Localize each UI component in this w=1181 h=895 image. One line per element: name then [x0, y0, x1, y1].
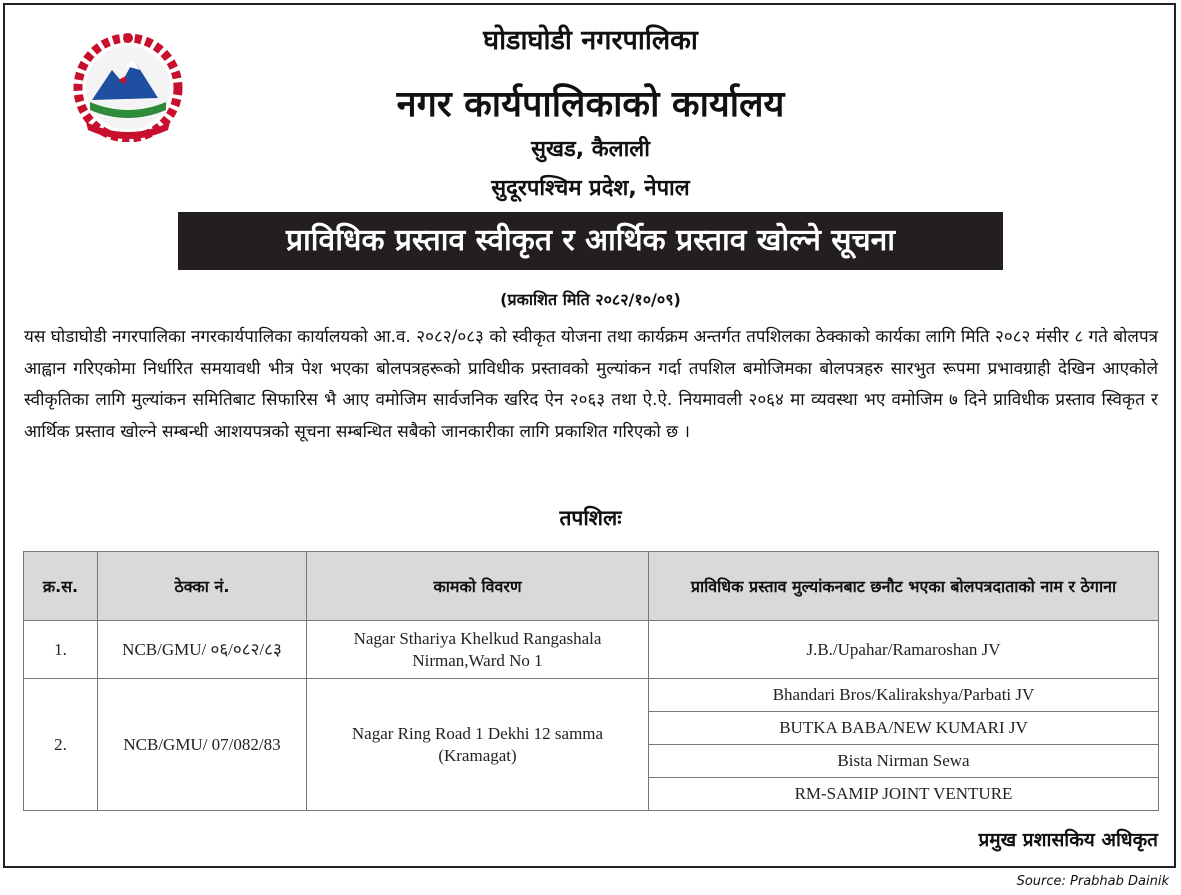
row-contract-no: NCB/GMU/ ०६/०८२/८३ — [98, 621, 307, 679]
row-bidder: Bhandari Bros/Kalirakshya/Parbati JV — [649, 679, 1159, 712]
published-date: (प्रकाशित मिति २०८२/१०/०९) — [500, 290, 681, 309]
row-description: Nagar Ring Road 1 Dekhi 12 samma (Kramagat) — [307, 679, 649, 811]
row-bidder: BUTKA BABA/NEW KUMARI JV — [649, 712, 1159, 745]
contract-table — [23, 551, 1159, 811]
row-contract-no: NCB/GMU/ 07/082/83 — [98, 679, 307, 811]
office-province: सुदूरपश्चिम प्रदेश, नेपाल — [491, 176, 690, 201]
table-row — [24, 621, 1159, 679]
row-sn: 1. — [24, 621, 98, 679]
header-description: कामको विवरण — [307, 552, 649, 621]
schedule-heading: तपशिलः — [559, 506, 622, 530]
row-description: Nagar Sthariya Khelkud Rangashala Nirman,Ward No 1 — [307, 621, 649, 679]
row-sn: 2. — [24, 679, 98, 811]
source-credit: Source: Prabhab Dainik — [1016, 874, 1169, 889]
header-bidders: प्राविधिक प्रस्ताव मुल्यांकनबाट छनौट भएका बोलपत्रदाताको नाम र ठेगाना — [649, 552, 1159, 621]
table-row — [24, 679, 1159, 712]
header-contract-no: ठेक्का नं. — [98, 552, 307, 621]
row-bidder: RM-SAMIP JOINT VENTURE — [649, 778, 1159, 811]
municipality-name: घोडाघोडी नगरपालिका — [483, 25, 698, 56]
office-address: सुखड, कैलाली — [531, 137, 650, 162]
header-sn: क्र.स. — [24, 552, 98, 621]
row-bidder: Bista Nirman Sewa — [649, 745, 1159, 778]
table-header-row — [24, 552, 1159, 621]
notice-title: प्राविधिक प्रस्ताव स्वीकृत र आर्थिक प्रस्ताव खोल्ने सूचना — [178, 212, 1003, 270]
office-name: नगर कार्यपालिकाको कार्यालय — [396, 84, 785, 125]
notice-body: यस घोडाघोडी नगरपालिका नगरकार्यपालिका कार्यालयको आ.व. २०८२/०८३ को स्वीकृत योजना तथा कार्यक्रम अन्तर्गत तपशिलका ठेक्काको कार्यका लागि मिति २०८२ मंसीर ८ गते बोलपत्र आह्वान गरिएकोमा निर्धारित समयावधी भीत्र पेश भएका बोलपत्रहरूको प्राविधीक प्रस्तावको मुल्यांकन गर्दा तपशिल बमोजिमका बोलपत्रहरु सारभुत रूपमा प्रभावग्राही देखिन आएकोले स्वीकृतिका लागि मुल्यांकन समितिबाट सिफारिस भै आए वमोजिम सार्वजनिक खरिद ऐन २०६३ तथा ऐ.ऐ. नियमावली २०६४ मा व्यवस्था भए वमोजिम ७ दिने प्राविधीक प्रस्ताव स्विकृत र आर्थिक प्रस्ताव खोल्ने सम्बन्धी आशयपत्रको सूचना सम्बन्धित सबैको जानकारीका लागि प्रकाशित गरिएको छ । — [24, 327, 1158, 442]
signatory-title: प्रमुख प्रशासकिय अधिकृत — [978, 829, 1158, 851]
row-bidder: J.B./Upahar/Ramaroshan JV — [649, 621, 1159, 679]
